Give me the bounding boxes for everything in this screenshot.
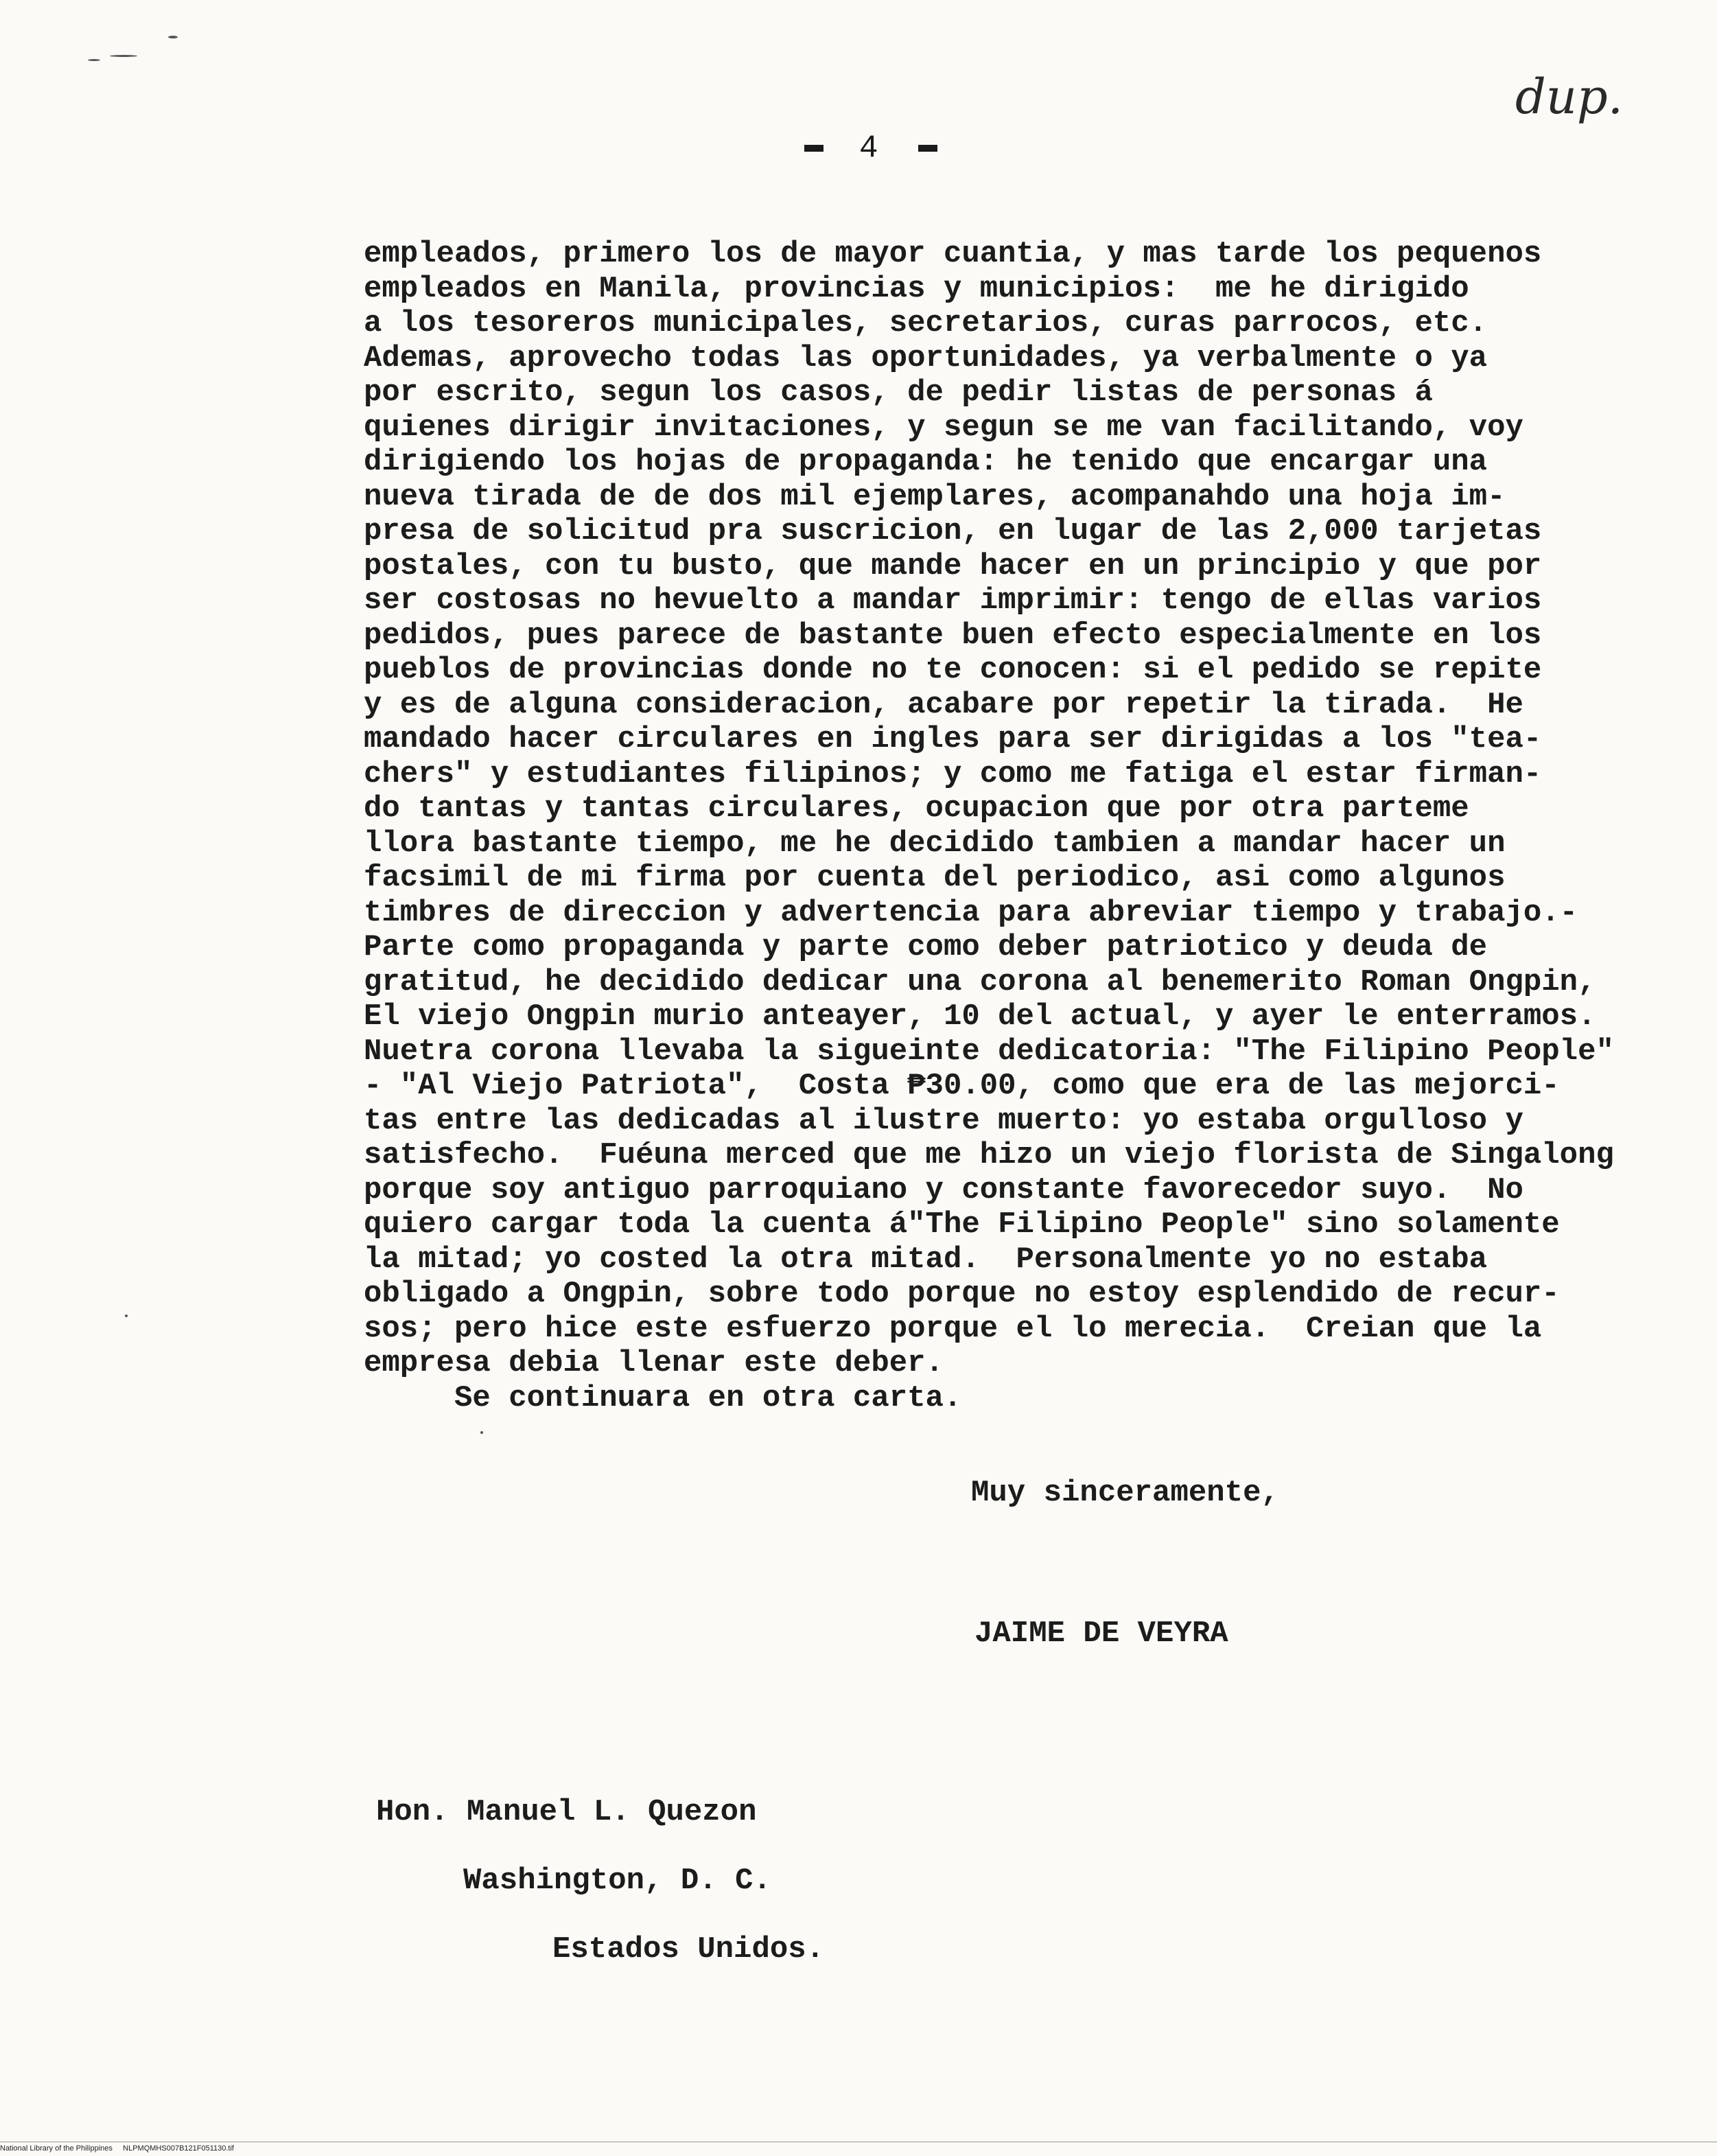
body-line: porque soy antiguo parroquiano y constante favorecedor suyo. No xyxy=(364,1172,1523,1207)
scan-speck xyxy=(480,1431,483,1434)
body-line: pedidos, pues parece de bastante buen efecto especialmente en los xyxy=(364,618,1542,653)
body-line: postales, con tu busto, que mande hacer en un principio y que por xyxy=(364,548,1542,583)
body-line: tas entre las dedicadas al ilustre muerto: yo estaba orgulloso y xyxy=(364,1103,1523,1138)
body-line: la mitad; yo costed la otra mitad. Personalmente yo no estaba xyxy=(364,1242,1488,1277)
body-line: gratitud, he decidido dedicar una corona al benemerito Roman Ongpin, xyxy=(364,964,1596,999)
page-number-value: 4 xyxy=(859,130,883,166)
body-line: llora bastante tiempo, me he decidido tambien a mandar hacer un xyxy=(364,826,1506,861)
page-number xyxy=(769,130,973,166)
body-line: do tantas y tantas circulares, ocupacion que por otra parteme xyxy=(364,791,1469,826)
handwritten-annotation xyxy=(1510,55,1668,172)
signature-name: JAIME DE VEYRA xyxy=(974,1616,1228,1651)
body-line: mandado hacer circulares en ingles para ser dirigidas a los "tea- xyxy=(364,722,1542,756)
body-line: quienes dirigir invitaciones, y segun se me van facilitando, voy xyxy=(364,410,1523,445)
recipient-city: Washington, D. C. xyxy=(463,1864,771,1898)
archive-footer: National Library of the Philippines NLPMQMHS007B121F051130.tif xyxy=(0,2144,234,2153)
closing: Muy sinceramente, xyxy=(971,1476,1279,1510)
body-line: El viejo Ongpin murio anteayer, 10 del actual, y ayer le enterramos. xyxy=(364,999,1596,1034)
body-line: Parte como propaganda y parte como deber patriotico y deuda de xyxy=(364,930,1488,964)
body-line: satisfecho. Fuéuna merced que me hizo un viejo florista de Singalong xyxy=(364,1138,1614,1172)
body-line: empresa debia llenar este deber. xyxy=(364,1346,944,1380)
body-line: a los tesoreros municipales, secretarios, curas parrocos, etc. xyxy=(364,306,1488,340)
scan-speck xyxy=(168,36,178,38)
body-line: facsimil de mi firma por cuenta del periodico, asi como algunos xyxy=(364,861,1506,895)
scan-speck xyxy=(88,59,100,61)
body-line: chers" y estudiantes filipinos; y como me fatiga el estar firman- xyxy=(364,756,1542,791)
body-line: quiero cargar toda la cuenta á"The Filipino People" sino solamente xyxy=(364,1207,1560,1242)
body-line: dirigiendo los hojas de propaganda: he tenido que encargar una xyxy=(364,445,1488,479)
recipient-country: Estados Unidos. xyxy=(552,1932,825,1967)
body-line: presa de solicitud pra suscricion, en lugar de las 2,000 tarjetas xyxy=(364,514,1542,548)
body-line: por escrito, segun los casos, de pedir listas de personas á xyxy=(364,375,1433,410)
body-line: nueva tirada de de dos mil ejemplares, acompanahdo una hoja im- xyxy=(364,479,1506,514)
scan-speck xyxy=(110,55,137,57)
body-line: y es de alguna consideracion, acabare por repetir la tirada. He xyxy=(364,687,1523,722)
annotation-text: dup. xyxy=(1515,69,1623,125)
letter-body xyxy=(364,237,1614,1415)
body-line: timbres de direccion y advertencia para abreviar tiempo y trabajo.- xyxy=(364,895,1578,930)
body-line: pueblos de provincias donde no te conocen: si el pedido se repite xyxy=(364,653,1542,687)
recipient-name: Hon. Manuel L. Quezon xyxy=(376,1795,757,1829)
body-line: obligado a Ongpin, sobre todo porque no estoy esplendido de recur- xyxy=(364,1277,1560,1311)
body-line: empleados en Manila, provincias y municipios: me he dirigido xyxy=(364,271,1469,306)
scan-speck xyxy=(125,1314,128,1317)
body-line: ser costosas no hevuelto a mandar imprimir: tengo de ellas varios xyxy=(364,583,1542,618)
right-dash xyxy=(918,145,937,152)
body-line: - "Al Viejo Patriota", Costa ₱30.00, como que era de las mejorci- xyxy=(364,1069,1560,1103)
body-line: empleados, primero los de mayor cuantia, y mas tarde los pequenos xyxy=(364,237,1542,271)
left-dash xyxy=(804,145,824,152)
body-line: Nuetra corona llevaba la sigueinte dedicatoria: "The Filipino People" xyxy=(364,1034,1614,1069)
body-line: Se continuara en otra carta. xyxy=(364,1380,962,1415)
body-line: sos; pero hice este esfuerzo porque el lo merecia. Creian que la xyxy=(364,1311,1542,1346)
body-line: Ademas, aprovecho todas las oportunidades, ya verbalmente o ya xyxy=(364,340,1488,375)
